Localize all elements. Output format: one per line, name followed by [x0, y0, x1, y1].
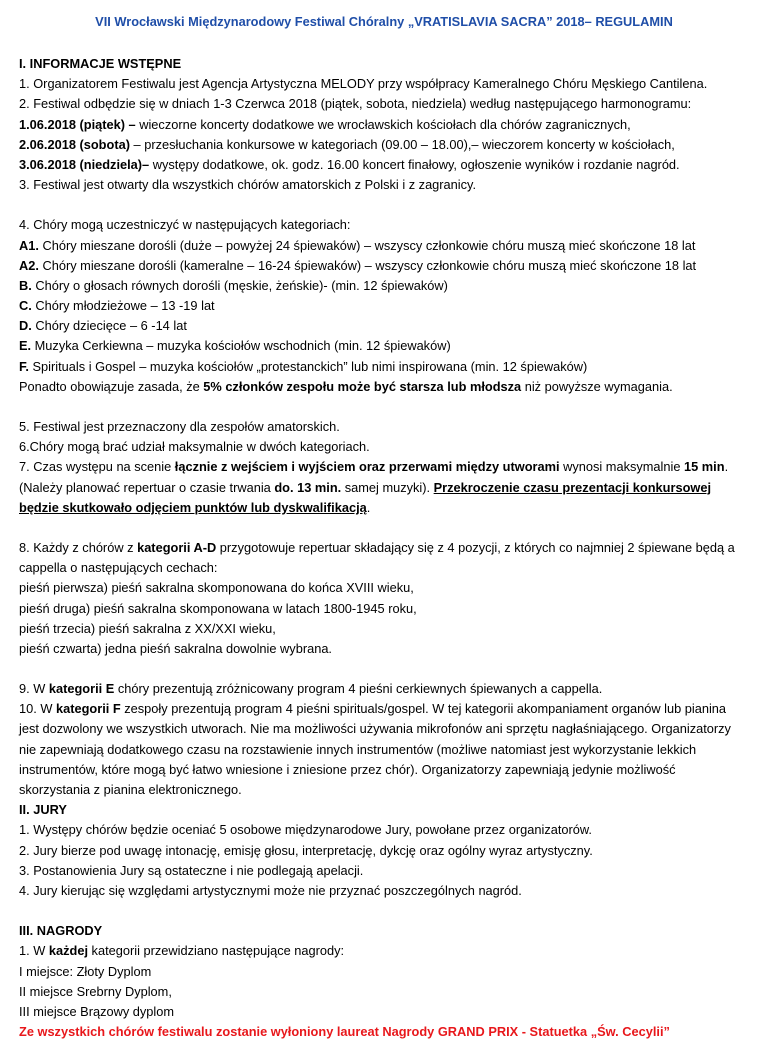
schedule-day-3: 3.06.2018 (niedziela)– występy dodatkowe, ok. godz. 16.00 koncert finałowy, ogłoszenie wyników i rozdanie nagród.	[19, 156, 680, 172]
jury-rule: 4. Jury kierując się względami artystycznymi może nie przyznać poszczególnych nagród.	[19, 882, 522, 898]
paragraph: 5. Festiwal jest przeznaczony dla zespołów amatorskich.	[19, 419, 340, 434]
song-requirement: pieśń druga) pieśń sakralna skomponowana w latach 1800-1945 roku,	[19, 600, 417, 616]
jury-rule: 1. Występy chórów będzie oceniać 5 osobowe międzynarodowe Jury, powołane przez organizatorów.	[19, 822, 592, 838]
category-item: F. Spirituals i Gospel – muzyka kościołów „protestanckich” lub nimi inspirowana (min. 12 śpiewaków)	[19, 358, 588, 374]
performance-time-rule: 7. Czas występu na scenie łącznie z wejściem i wyjściem oraz przerwami między utworami wynosi maksymalnie 15 min.	[19, 459, 729, 475]
performance-time-penalty: będzie skutkowało odjęciem punktów lub dyskwalifikacją.	[19, 499, 371, 515]
paragraph: nie zapewniają dodatkowego czasu na rozstawienie innych instrumentów (możliwe natomiast jest wykorzystanie lekkich	[19, 741, 697, 757]
prize-item: I miejsce: Złoty Dyplom	[19, 963, 152, 979]
song-requirement: pieśń czwarta) jedna pieśń sakralna dowolnie wybrana.	[19, 640, 332, 656]
schedule-day-1: 1.06.2018 (piątek) – wieczorne koncerty dodatkowe we wrocławskich kościołach dla chórów zagranicznych,	[19, 116, 631, 132]
paragraph: 6.Chóry mogą brać udział maksymalnie w dwóch kategoriach.	[19, 439, 370, 455]
section-heading-prizes: III. NAGRODY	[19, 923, 103, 939]
category-e-rule: 9. W kategorii E chóry prezentują zróżnicowany program 4 pieśni cerkiewnych śpiewanych a cappella.	[19, 681, 603, 697]
category-item: B. Chóry o głosach równych dorośli (męskie, żeńskie)- (min. 12 śpiewaków)	[19, 277, 448, 293]
age-rule: Ponadto obowiązuje zasada, że 5% członków zespołu może być starsza lub młodsza niż powyższe wymagania.	[19, 378, 673, 394]
category-item: D. Chóry dziecięce – 6 -14 lat	[19, 318, 187, 334]
paragraph: 2. Festiwal odbędzie się w dniach 1-3 Czerwca 2018 (piątek, sobota, niedziela) według następującego harmonogramu:	[19, 96, 692, 112]
document-body	[19, 54, 759, 1042]
paragraph: 1. Organizatorem Festiwalu jest Agencja Artystyczna MELODY przy współpracy Kameralnego Chóru Męskiego Cantilena.	[19, 76, 708, 92]
document-title: VII Wrocławski Międzynarodowy Festiwal Chóralny „VRATISLAVIA SACRA” 2018– REGULAMIN	[95, 14, 673, 29]
song-requirement: pieśń pierwsza) pieśń sakralna skomponowana do końca XVIII wieku,	[19, 580, 414, 596]
repertoire-rule: 8. Każdy z chórów z kategorii A-D przygotowuje repertuar składający się z 4 pozycji, z których co najmniej 2 śpiewane będą a	[19, 539, 735, 555]
prize-item: II miejsce Srebrny Dyplom,	[19, 983, 172, 999]
song-requirement: pieśń trzecia) pieśń sakralna z XX/XXI wieku,	[19, 620, 276, 636]
category-item: C. Chóry młodzieżowe – 13 -19 lat	[19, 298, 215, 314]
prizes-intro: 1. W każdej kategorii przewidziano następujące nagrody:	[19, 943, 345, 959]
category-item: E. Muzyka Cerkiewna – muzyka kościołów wschodnich (min. 12 śpiewaków)	[19, 338, 451, 354]
paragraph: 3. Festiwal jest otwarty dla wszystkich chórów amatorskich z Polski i z zagranicy.	[19, 177, 477, 193]
schedule-day-2: 2.06.2018 (sobota) – przesłuchania konkursowe w kategoriach (09.00 – 18.00),– wieczorem koncerty w kościołach,	[19, 136, 675, 152]
paragraph: skorzystania z pianina elektronicznego.	[19, 782, 242, 797]
performance-time-note: (Należy planować repertuar o czasie trwania do. 13 min. samej muzyki). Przekroczenie czasu prezentacji konkursowej	[19, 479, 712, 495]
section-heading-info: I. INFORMACJE WSTĘPNE	[19, 56, 182, 71]
paragraph: instrumentów, które mogą być łatwo wniesione i zniesione przez chór). Organizatorzy zapewniają jedynie możliwość	[19, 761, 676, 777]
prize-item: III miejsce Brązowy dyplom	[19, 1003, 175, 1019]
grand-prix-note: Ze wszystkich chórów festiwalu zostanie wyłoniony laureat Nagrody GRAND PRIX - Statuetka „Św. Cecylii”	[19, 1024, 670, 1040]
jury-rule: 2. Jury bierze pod uwagę intonację, emisję głosu, interpretację, dykcję oraz ogólny wyraz artystyczny.	[19, 842, 593, 858]
paragraph: cappella o następujących cechach:	[19, 560, 218, 576]
categories-intro: 4. Chóry mogą uczestniczyć w następujących kategoriach:	[19, 217, 351, 233]
category-f-rule: 10. W kategorii F zespoły prezentują program 4 pieśni spirituals/gospel. W tej kategorii akompaniament organów lub pianina	[19, 701, 727, 717]
section-heading-jury: II. JURY	[19, 802, 67, 818]
jury-rule: 3. Postanowienia Jury są ostateczne i nie podlegają apelacji.	[19, 862, 364, 878]
paragraph: jest dozwolony we wszystkich utworach. Nie ma możliwości używania mikrofonów ani sprzętu nagłaśniającego. Organizatorzy	[19, 721, 731, 737]
category-item: A2. Chóry mieszane dorośli (kameralne – 16-24 śpiewaków) – wszyscy członkowie chóru muszą mieć skończone 18 lat	[19, 257, 697, 273]
category-item: A1. Chóry mieszane dorośli (duże – powyżej 24 śpiewaków) – wszyscy członkowie chóru muszą mieć skończone 18 lat	[19, 237, 696, 253]
